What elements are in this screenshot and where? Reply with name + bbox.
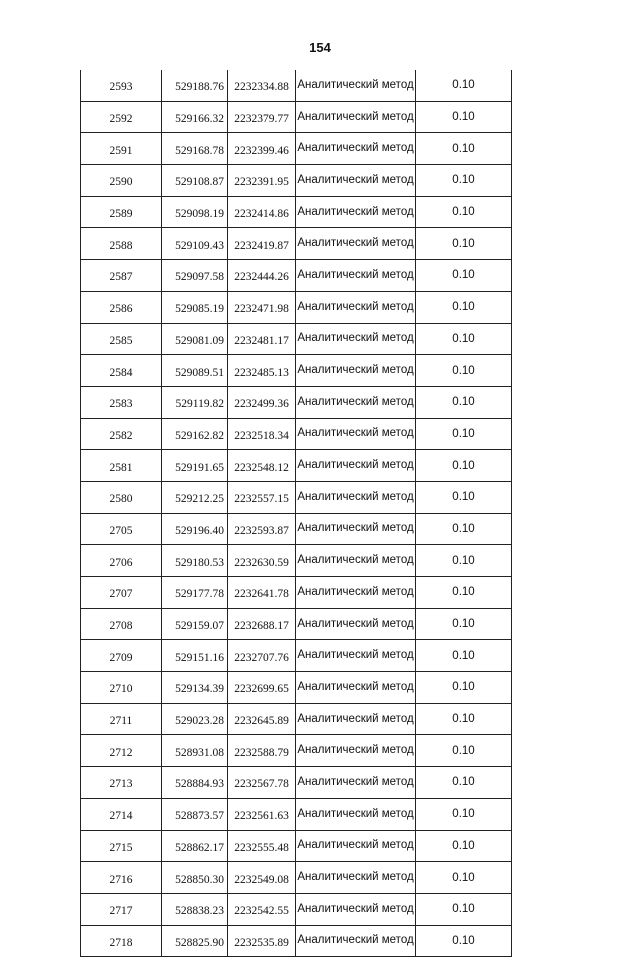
y-coordinate-cell: 2232641.78 [228,577,296,609]
table-row [81,608,512,640]
point-id-cell: 2586 [81,291,162,323]
table-row [81,291,512,323]
table-row [81,355,512,387]
y-coordinate-cell: 2232414.86 [228,196,296,228]
y-coordinate-cell: 2232645.89 [228,703,296,735]
y-coordinate-cell: 2232567.78 [228,767,296,799]
method-cell: Аналитический метод [296,513,416,545]
method-cell: Аналитический метод [296,165,416,197]
accuracy-cell: 0.10 [416,418,512,450]
accuracy-cell: 0.10 [416,862,512,894]
x-coordinate-cell: 529098.19 [162,196,228,228]
table-row [81,323,512,355]
table-row [81,672,512,704]
method-cell: Аналитический метод [296,672,416,704]
table-row [81,101,512,133]
point-id-cell: 2588 [81,228,162,260]
method-cell: Аналитический метод [296,196,416,228]
point-id-cell: 2585 [81,323,162,355]
y-coordinate-cell: 2232593.87 [228,513,296,545]
x-coordinate-cell: 529166.32 [162,101,228,133]
table-row [81,830,512,862]
accuracy-cell: 0.10 [416,735,512,767]
method-cell: Аналитический метод [296,70,416,101]
method-cell: Аналитический метод [296,260,416,292]
point-id-cell: 2587 [81,260,162,292]
table-row [81,862,512,894]
y-coordinate-cell: 2232419.87 [228,228,296,260]
point-id-cell: 2582 [81,418,162,450]
point-id-cell: 2711 [81,703,162,735]
x-coordinate-cell: 528884.93 [162,767,228,799]
y-coordinate-cell: 2232707.76 [228,640,296,672]
x-coordinate-cell: 529081.09 [162,323,228,355]
x-coordinate-cell: 529168.78 [162,133,228,165]
method-cell: Аналитический метод [296,893,416,925]
x-coordinate-cell: 529188.76 [162,70,228,101]
accuracy-cell: 0.10 [416,355,512,387]
x-coordinate-cell: 528931.08 [162,735,228,767]
accuracy-cell: 0.10 [416,260,512,292]
accuracy-cell: 0.10 [416,513,512,545]
method-cell: Аналитический метод [296,862,416,894]
table-row [81,640,512,672]
y-coordinate-cell: 2232444.26 [228,260,296,292]
accuracy-cell: 0.10 [416,893,512,925]
point-id-cell: 2718 [81,925,162,957]
table-row [81,165,512,197]
point-id-cell: 2707 [81,577,162,609]
accuracy-cell: 0.10 [416,323,512,355]
table-row [81,133,512,165]
table-row [81,228,512,260]
point-id-cell: 2583 [81,386,162,418]
y-coordinate-cell: 2232699.65 [228,672,296,704]
table-row [81,513,512,545]
method-cell: Аналитический метод [296,101,416,133]
point-id-cell: 2706 [81,545,162,577]
method-cell: Аналитический метод [296,798,416,830]
point-id-cell: 2714 [81,798,162,830]
method-cell: Аналитический метод [296,767,416,799]
x-coordinate-cell: 529196.40 [162,513,228,545]
y-coordinate-cell: 2232379.77 [228,101,296,133]
table-row [81,450,512,482]
y-coordinate-cell: 2232588.79 [228,735,296,767]
x-coordinate-cell: 529159.07 [162,608,228,640]
table-row [81,386,512,418]
x-coordinate-cell: 529162.82 [162,418,228,450]
table-row [81,70,512,101]
table-row [81,798,512,830]
x-coordinate-cell: 529085.19 [162,291,228,323]
x-coordinate-cell: 529134.39 [162,672,228,704]
table-row [81,481,512,513]
y-coordinate-cell: 2232391.95 [228,165,296,197]
coordinates-table [80,70,512,957]
y-coordinate-cell: 2232630.59 [228,545,296,577]
accuracy-cell: 0.10 [416,608,512,640]
method-cell: Аналитический метод [296,481,416,513]
point-id-cell: 2590 [81,165,162,197]
y-coordinate-cell: 2232499.36 [228,386,296,418]
x-coordinate-cell: 528873.57 [162,798,228,830]
y-coordinate-cell: 2232549.08 [228,862,296,894]
accuracy-cell: 0.10 [416,101,512,133]
y-coordinate-cell: 2232481.17 [228,323,296,355]
accuracy-cell: 0.10 [416,703,512,735]
table-row [81,196,512,228]
x-coordinate-cell: 529089.51 [162,355,228,387]
table-row [81,260,512,292]
y-coordinate-cell: 2232542.55 [228,893,296,925]
table-row [81,735,512,767]
y-coordinate-cell: 2232399.46 [228,133,296,165]
accuracy-cell: 0.10 [416,291,512,323]
accuracy-cell: 0.10 [416,767,512,799]
accuracy-cell: 0.10 [416,672,512,704]
point-id-cell: 2709 [81,640,162,672]
x-coordinate-cell: 528862.17 [162,830,228,862]
method-cell: Аналитический метод [296,133,416,165]
x-coordinate-cell: 528850.30 [162,862,228,894]
accuracy-cell: 0.10 [416,165,512,197]
accuracy-cell: 0.10 [416,196,512,228]
x-coordinate-cell: 528838.23 [162,893,228,925]
point-id-cell: 2589 [81,196,162,228]
x-coordinate-cell: 529191.65 [162,450,228,482]
point-id-cell: 2581 [81,450,162,482]
point-id-cell: 2593 [81,70,162,101]
y-coordinate-cell: 2232561.63 [228,798,296,830]
method-cell: Аналитический метод [296,418,416,450]
accuracy-cell: 0.10 [416,577,512,609]
point-id-cell: 2584 [81,355,162,387]
point-id-cell: 2717 [81,893,162,925]
point-id-cell: 2591 [81,133,162,165]
table-row [81,418,512,450]
x-coordinate-cell: 529109.43 [162,228,228,260]
point-id-cell: 2715 [81,830,162,862]
accuracy-cell: 0.10 [416,450,512,482]
x-coordinate-cell: 529119.82 [162,386,228,418]
accuracy-cell: 0.10 [416,830,512,862]
accuracy-cell: 0.10 [416,545,512,577]
y-coordinate-cell: 2232334.88 [228,70,296,101]
coordinates-table-body [81,70,512,957]
point-id-cell: 2710 [81,672,162,704]
point-id-cell: 2705 [81,513,162,545]
accuracy-cell: 0.10 [416,925,512,957]
method-cell: Аналитический метод [296,830,416,862]
y-coordinate-cell: 2232471.98 [228,291,296,323]
x-coordinate-cell: 528825.90 [162,925,228,957]
method-cell: Аналитический метод [296,450,416,482]
accuracy-cell: 0.10 [416,386,512,418]
method-cell: Аналитический метод [296,640,416,672]
point-id-cell: 2580 [81,481,162,513]
method-cell: Аналитический метод [296,545,416,577]
table-row [81,577,512,609]
method-cell: Аналитический метод [296,577,416,609]
accuracy-cell: 0.10 [416,640,512,672]
accuracy-cell: 0.10 [416,133,512,165]
method-cell: Аналитический метод [296,323,416,355]
y-coordinate-cell: 2232485.13 [228,355,296,387]
method-cell: Аналитический метод [296,228,416,260]
accuracy-cell: 0.10 [416,228,512,260]
table-row [81,925,512,957]
method-cell: Аналитический метод [296,355,416,387]
x-coordinate-cell: 529023.28 [162,703,228,735]
x-coordinate-cell: 529180.53 [162,545,228,577]
y-coordinate-cell: 2232518.34 [228,418,296,450]
point-id-cell: 2592 [81,101,162,133]
table-row [81,893,512,925]
x-coordinate-cell: 529212.25 [162,481,228,513]
accuracy-cell: 0.10 [416,798,512,830]
y-coordinate-cell: 2232535.89 [228,925,296,957]
table-row [81,767,512,799]
y-coordinate-cell: 2232557.15 [228,481,296,513]
point-id-cell: 2713 [81,767,162,799]
x-coordinate-cell: 529151.16 [162,640,228,672]
method-cell: Аналитический метод [296,925,416,957]
table-row [81,703,512,735]
table-row [81,545,512,577]
x-coordinate-cell: 529177.78 [162,577,228,609]
method-cell: Аналитический метод [296,735,416,767]
method-cell: Аналитический метод [296,291,416,323]
point-id-cell: 2712 [81,735,162,767]
method-cell: Аналитический метод [296,386,416,418]
x-coordinate-cell: 529108.87 [162,165,228,197]
point-id-cell: 2708 [81,608,162,640]
y-coordinate-cell: 2232555.48 [228,830,296,862]
method-cell: Аналитический метод [296,703,416,735]
method-cell: Аналитический метод [296,608,416,640]
page-number: 154 [309,40,331,55]
x-coordinate-cell: 529097.58 [162,260,228,292]
point-id-cell: 2716 [81,862,162,894]
accuracy-cell: 0.10 [416,70,512,101]
y-coordinate-cell: 2232688.17 [228,608,296,640]
y-coordinate-cell: 2232548.12 [228,450,296,482]
accuracy-cell: 0.10 [416,481,512,513]
